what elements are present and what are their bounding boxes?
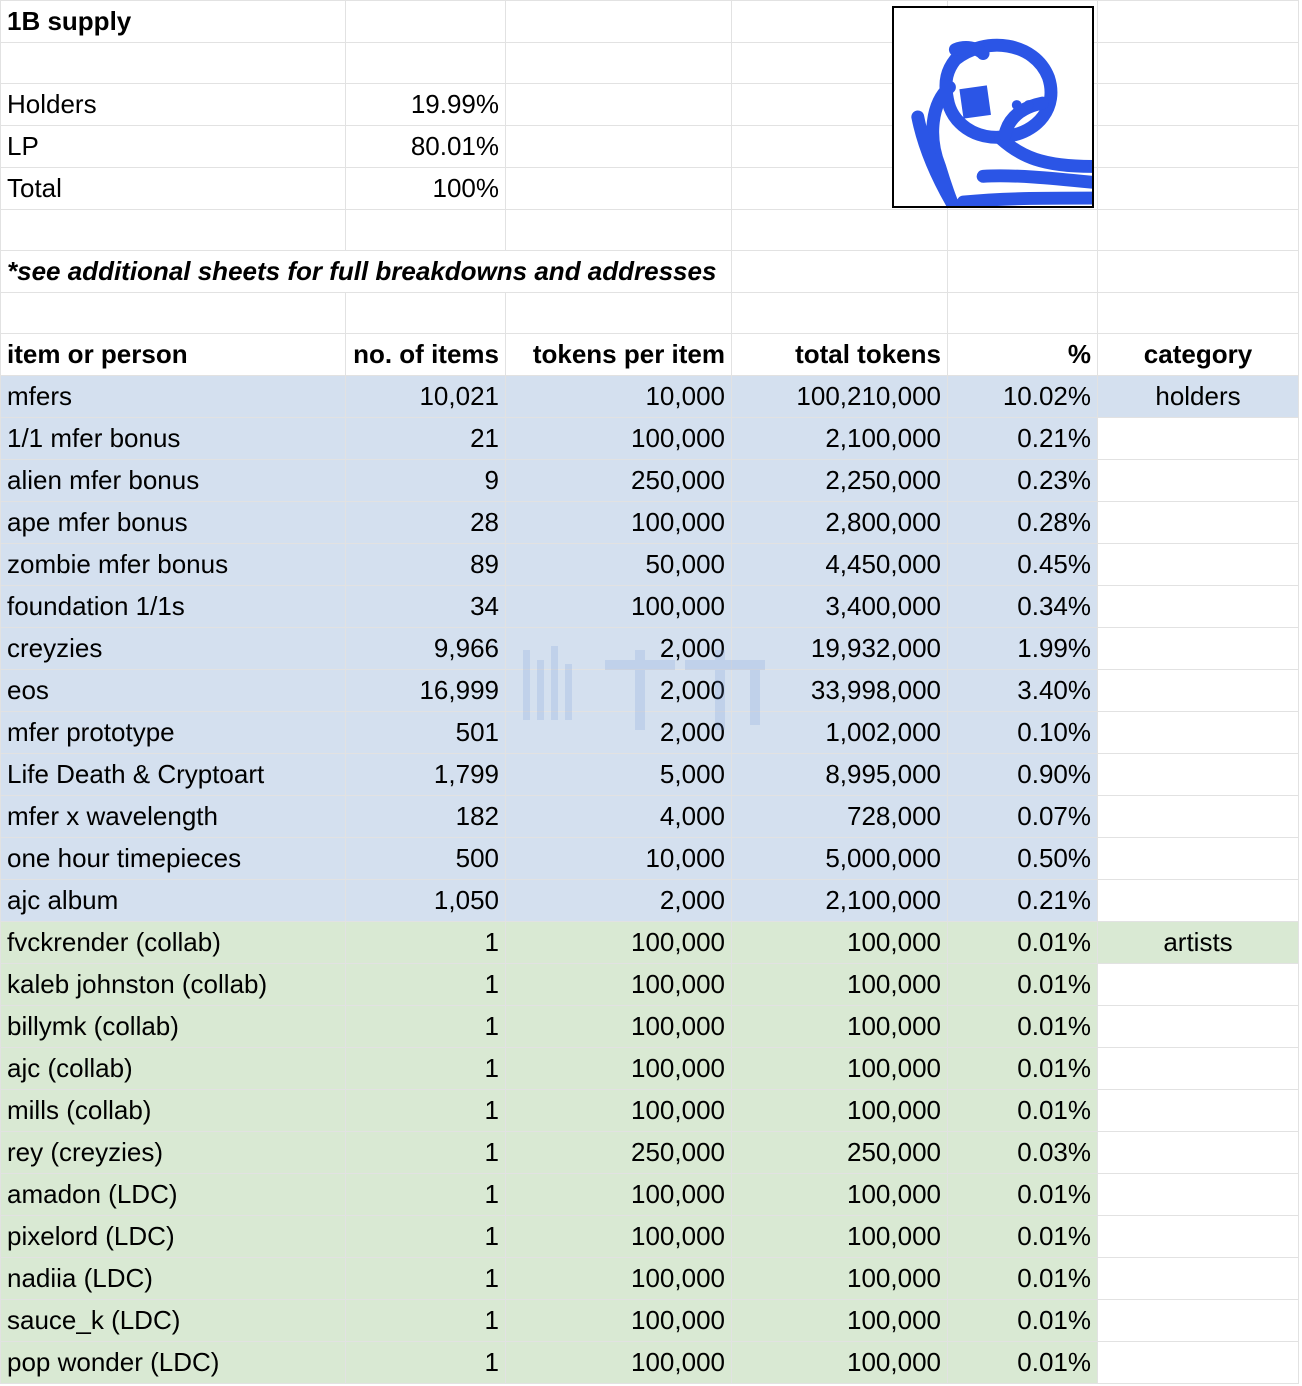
row-total-cell[interactable]: 100,000 xyxy=(732,1300,948,1342)
row-percent-cell[interactable]: 0.01% xyxy=(948,1090,1098,1132)
row-count-cell[interactable]: 501 xyxy=(346,712,506,754)
row-total-cell[interactable]: 100,000 xyxy=(732,1006,948,1048)
row-per-item-cell[interactable]: 100,000 xyxy=(506,1174,732,1216)
row-category-cell[interactable] xyxy=(1098,628,1299,670)
column-header-category[interactable]: category xyxy=(1098,334,1299,376)
row-percent-cell[interactable]: 10.02% xyxy=(948,376,1098,418)
row-total-cell[interactable]: 2,800,000 xyxy=(732,502,948,544)
row-item-cell[interactable]: alien mfer bonus xyxy=(1,460,346,502)
empty-cell[interactable] xyxy=(1098,210,1299,251)
summary-value-holders[interactable]: 19.99% xyxy=(346,84,506,126)
empty-cell[interactable] xyxy=(948,251,1098,293)
table-row xyxy=(1,1300,1299,1342)
row-total-cell[interactable]: 100,000 xyxy=(732,1174,948,1216)
empty-cell[interactable] xyxy=(346,210,506,251)
row-total-cell[interactable]: 2,250,000 xyxy=(732,460,948,502)
row-category-cell[interactable] xyxy=(1098,838,1299,880)
row-percent-cell[interactable]: 0.21% xyxy=(948,880,1098,922)
empty-cell[interactable] xyxy=(346,293,506,334)
row-category-cell[interactable] xyxy=(1098,1300,1299,1342)
row-item-cell[interactable]: ajc (collab) xyxy=(1,1048,346,1090)
row-count-cell[interactable]: 34 xyxy=(346,586,506,628)
table-row xyxy=(1,754,1299,796)
table-row xyxy=(1,586,1299,628)
row-per-item-cell[interactable]: 2,000 xyxy=(506,628,732,670)
row-per-item-cell[interactable]: 100,000 xyxy=(506,1048,732,1090)
sheet-title-cell[interactable]: 1B supply xyxy=(1,1,346,43)
row-percent-cell[interactable]: 0.10% xyxy=(948,712,1098,754)
empty-cell[interactable] xyxy=(1098,168,1299,210)
row-percent-cell[interactable]: 0.23% xyxy=(948,460,1098,502)
row-count-cell[interactable]: 9 xyxy=(346,460,506,502)
row-item-cell[interactable]: pixelord (LDC) xyxy=(1,1216,346,1258)
breakdown-note[interactable]: *see additional sheets for full breakdowns and addresses xyxy=(1,251,732,293)
row-category-cell[interactable] xyxy=(1098,586,1299,628)
row-per-item-cell[interactable]: 250,000 xyxy=(506,1132,732,1174)
empty-cell[interactable] xyxy=(1098,43,1299,84)
row-percent-cell[interactable]: 0.21% xyxy=(948,418,1098,460)
row-percent-cell[interactable]: 1.99% xyxy=(948,628,1098,670)
empty-cell[interactable] xyxy=(506,126,732,168)
row-count-cell[interactable]: 1 xyxy=(346,1342,506,1384)
table-row xyxy=(1,1090,1299,1132)
row-category-cell[interactable] xyxy=(1098,712,1299,754)
row-count-cell[interactable]: 1 xyxy=(346,922,506,964)
row-category-cell[interactable] xyxy=(1098,1090,1299,1132)
row-percent-cell[interactable]: 0.34% xyxy=(948,586,1098,628)
row-count-cell[interactable]: 1 xyxy=(346,1258,506,1300)
row-per-item-cell[interactable]: 50,000 xyxy=(506,544,732,586)
empty-cell[interactable] xyxy=(1,210,346,251)
row-count-cell[interactable]: 16,999 xyxy=(346,670,506,712)
empty-cell[interactable] xyxy=(732,251,948,293)
row-item-cell[interactable]: rey (creyzies) xyxy=(1,1132,346,1174)
row-category-cell[interactable] xyxy=(1098,418,1299,460)
row-count-cell[interactable]: 89 xyxy=(346,544,506,586)
row-count-cell[interactable]: 500 xyxy=(346,838,506,880)
row-per-item-cell[interactable]: 100,000 xyxy=(506,1090,732,1132)
row-category-cell[interactable] xyxy=(1098,880,1299,922)
row-item-cell[interactable]: ajc album xyxy=(1,880,346,922)
row-category-cell[interactable] xyxy=(1098,1048,1299,1090)
row-total-cell[interactable]: 3,400,000 xyxy=(732,586,948,628)
table-row xyxy=(1,964,1299,1006)
mfer-logo-image xyxy=(892,6,1094,208)
summary-label-holders[interactable]: Holders xyxy=(1,84,346,126)
empty-cell[interactable] xyxy=(1098,293,1299,334)
row-category-cell[interactable] xyxy=(1098,544,1299,586)
row-item-cell[interactable]: mills (collab) xyxy=(1,1090,346,1132)
row-total-cell[interactable]: 100,000 xyxy=(732,964,948,1006)
row-count-cell[interactable]: 10,021 xyxy=(346,376,506,418)
row-per-item-cell[interactable]: 100,000 xyxy=(506,1300,732,1342)
row-item-cell[interactable]: foundation 1/1s xyxy=(1,586,346,628)
row-per-item-cell[interactable]: 100,000 xyxy=(506,586,732,628)
table-row xyxy=(1,1258,1299,1300)
table-row xyxy=(1,1216,1299,1258)
table-row xyxy=(1,1342,1299,1384)
row-category-cell[interactable]: artists xyxy=(1098,922,1299,964)
column-header-total[interactable]: total tokens xyxy=(732,334,948,376)
row-category-cell[interactable] xyxy=(1098,754,1299,796)
row-count-cell[interactable]: 1 xyxy=(346,1006,506,1048)
empty-cell[interactable] xyxy=(1098,251,1299,293)
row-percent-cell[interactable]: 0.01% xyxy=(948,1258,1098,1300)
row-category-cell[interactable] xyxy=(1098,1006,1299,1048)
row-percent-cell[interactable]: 0.01% xyxy=(948,1006,1098,1048)
row-item-cell[interactable]: nadiia (LDC) xyxy=(1,1258,346,1300)
row-category-cell[interactable] xyxy=(1098,670,1299,712)
column-header-row xyxy=(1,334,1299,376)
row-total-cell[interactable]: 19,932,000 xyxy=(732,628,948,670)
mfer-stick-figure-logo-icon xyxy=(894,8,1092,206)
row-item-cell[interactable]: zombie mfer bonus xyxy=(1,544,346,586)
row-total-cell[interactable]: 100,000 xyxy=(732,1342,948,1384)
summary-label-lp[interactable]: LP xyxy=(1,126,346,168)
row-category-cell[interactable] xyxy=(1098,502,1299,544)
empty-cell[interactable] xyxy=(1,293,346,334)
row-percent-cell[interactable]: 0.50% xyxy=(948,838,1098,880)
row-count-cell[interactable]: 1,050 xyxy=(346,880,506,922)
table-row xyxy=(1,460,1299,502)
row-total-cell[interactable]: 8,995,000 xyxy=(732,754,948,796)
row-total-cell[interactable]: 33,998,000 xyxy=(732,670,948,712)
row-total-cell[interactable]: 100,000 xyxy=(732,1048,948,1090)
row-per-item-cell[interactable]: 2,000 xyxy=(506,880,732,922)
row-percent-cell[interactable]: 0.07% xyxy=(948,796,1098,838)
row-count-cell[interactable]: 1 xyxy=(346,1300,506,1342)
row-percent-cell[interactable]: 0.90% xyxy=(948,754,1098,796)
row-count-cell[interactable]: 1 xyxy=(346,1090,506,1132)
row-percent-cell[interactable]: 0.03% xyxy=(948,1132,1098,1174)
table-row xyxy=(1,544,1299,586)
table-row xyxy=(1,1174,1299,1216)
row-total-cell[interactable]: 728,000 xyxy=(732,796,948,838)
row-item-cell[interactable]: ape mfer bonus xyxy=(1,502,346,544)
table-row xyxy=(1,502,1299,544)
row-category-cell[interactable] xyxy=(1098,1258,1299,1300)
row-item-cell[interactable]: one hour timepieces xyxy=(1,838,346,880)
summary-value-total[interactable]: 100% xyxy=(346,168,506,210)
row-item-cell[interactable]: mfers xyxy=(1,376,346,418)
row-percent-cell[interactable]: 0.01% xyxy=(948,1300,1098,1342)
table-row xyxy=(1,796,1299,838)
row-per-item-cell[interactable]: 2,000 xyxy=(506,712,732,754)
empty-cell[interactable] xyxy=(506,1,732,43)
empty-cell[interactable] xyxy=(506,168,732,210)
row-count-cell[interactable]: 1 xyxy=(346,964,506,1006)
empty-cell[interactable] xyxy=(1098,84,1299,126)
row-per-item-cell[interactable]: 10,000 xyxy=(506,838,732,880)
empty-cell[interactable] xyxy=(1098,1,1299,43)
row-per-item-cell[interactable]: 100,000 xyxy=(506,964,732,1006)
row-item-cell[interactable]: amadon (LDC) xyxy=(1,1174,346,1216)
row-total-cell[interactable]: 5,000,000 xyxy=(732,838,948,880)
table-row xyxy=(1,880,1299,922)
row-category-cell[interactable] xyxy=(1098,460,1299,502)
row-count-cell[interactable]: 1 xyxy=(346,1048,506,1090)
empty-cell[interactable] xyxy=(1098,126,1299,168)
column-header-item[interactable]: item or person xyxy=(1,334,346,376)
row-total-cell[interactable]: 1,002,000 xyxy=(732,712,948,754)
sheet-body xyxy=(1,1,1299,1384)
table-row xyxy=(1,838,1299,880)
table-row xyxy=(1,418,1299,460)
summary-label-total[interactable]: Total xyxy=(1,168,346,210)
row-total-cell[interactable]: 4,450,000 xyxy=(732,544,948,586)
row-percent-cell[interactable]: 3.40% xyxy=(948,670,1098,712)
row-count-cell[interactable]: 1 xyxy=(346,1132,506,1174)
column-header-per-item[interactable]: tokens per item xyxy=(506,334,732,376)
row-count-cell[interactable]: 21 xyxy=(346,418,506,460)
row-item-cell[interactable]: Life Death & Cryptoart xyxy=(1,754,346,796)
row-category-cell[interactable] xyxy=(1098,1132,1299,1174)
row-item-cell[interactable]: eos xyxy=(1,670,346,712)
row-percent-cell[interactable]: 0.01% xyxy=(948,1174,1098,1216)
empty-cell[interactable] xyxy=(948,293,1098,334)
row-per-item-cell[interactable]: 100,000 xyxy=(506,1216,732,1258)
row-category-cell[interactable]: holders xyxy=(1098,376,1299,418)
row-per-item-cell[interactable]: 10,000 xyxy=(506,376,732,418)
row-item-cell[interactable]: fvckrender (collab) xyxy=(1,922,346,964)
table-row xyxy=(1,376,1299,418)
row-per-item-cell[interactable]: 2,000 xyxy=(506,670,732,712)
row-per-item-cell[interactable]: 4,000 xyxy=(506,796,732,838)
empty-cell[interactable] xyxy=(506,210,732,251)
row-count-cell[interactable]: 182 xyxy=(346,796,506,838)
row-count-cell[interactable]: 1 xyxy=(346,1216,506,1258)
row-category-cell[interactable] xyxy=(1098,1342,1299,1384)
table-row xyxy=(1,922,1299,964)
empty-cell[interactable] xyxy=(732,293,948,334)
row-item-cell[interactable]: billymk (collab) xyxy=(1,1006,346,1048)
row-total-cell[interactable]: 100,000 xyxy=(732,1258,948,1300)
row-total-cell[interactable]: 2,100,000 xyxy=(732,880,948,922)
row-per-item-cell[interactable]: 100,000 xyxy=(506,922,732,964)
row-total-cell[interactable]: 100,210,000 xyxy=(732,376,948,418)
row-percent-cell[interactable]: 0.01% xyxy=(948,964,1098,1006)
row-per-item-cell[interactable]: 250,000 xyxy=(506,460,732,502)
row-percent-cell[interactable]: 0.01% xyxy=(948,1216,1098,1258)
row-category-cell[interactable] xyxy=(1098,1216,1299,1258)
empty-cell[interactable] xyxy=(1,43,346,84)
table-row xyxy=(1,1006,1299,1048)
empty-cell[interactable] xyxy=(346,1,506,43)
empty-cell[interactable] xyxy=(346,43,506,84)
row-item-cell[interactable]: 1/1 mfer bonus xyxy=(1,418,346,460)
row-per-item-cell[interactable]: 5,000 xyxy=(506,754,732,796)
table-row xyxy=(1,628,1299,670)
row-count-cell[interactable]: 1 xyxy=(346,1174,506,1216)
empty-cell[interactable] xyxy=(506,84,732,126)
column-header-count[interactable]: no. of items xyxy=(346,334,506,376)
row-percent-cell[interactable]: 0.45% xyxy=(948,544,1098,586)
empty-cell[interactable] xyxy=(506,293,732,334)
row-item-cell[interactable]: mfer prototype xyxy=(1,712,346,754)
row-category-cell[interactable] xyxy=(1098,796,1299,838)
row-percent-cell[interactable]: 0.01% xyxy=(948,1342,1098,1384)
empty-cell[interactable] xyxy=(732,210,948,251)
row-total-cell[interactable]: 100,000 xyxy=(732,1090,948,1132)
row-total-cell[interactable]: 250,000 xyxy=(732,1132,948,1174)
row-per-item-cell[interactable]: 100,000 xyxy=(506,1258,732,1300)
row-total-cell[interactable]: 100,000 xyxy=(732,1216,948,1258)
empty-cell[interactable] xyxy=(506,43,732,84)
row-count-cell[interactable]: 1,799 xyxy=(346,754,506,796)
table-row xyxy=(1,1048,1299,1090)
row-per-item-cell[interactable]: 100,000 xyxy=(506,1342,732,1384)
empty-cell[interactable] xyxy=(948,210,1098,251)
row-percent-cell[interactable]: 0.01% xyxy=(948,922,1098,964)
table-row xyxy=(1,670,1299,712)
row-per-item-cell[interactable]: 100,000 xyxy=(506,1006,732,1048)
row-category-cell[interactable] xyxy=(1098,964,1299,1006)
table-row xyxy=(1,1132,1299,1174)
row-item-cell[interactable]: pop wonder (LDC) xyxy=(1,1342,346,1384)
row-count-cell[interactable]: 28 xyxy=(346,502,506,544)
summary-value-lp[interactable]: 80.01% xyxy=(346,126,506,168)
row-item-cell[interactable]: mfer x wavelength xyxy=(1,796,346,838)
row-percent-cell[interactable]: 0.01% xyxy=(948,1048,1098,1090)
row-total-cell[interactable]: 100,000 xyxy=(732,922,948,964)
column-header-percent[interactable]: % xyxy=(948,334,1098,376)
row-per-item-cell[interactable]: 100,000 xyxy=(506,502,732,544)
row-count-cell[interactable]: 9,966 xyxy=(346,628,506,670)
row-total-cell[interactable]: 2,100,000 xyxy=(732,418,948,460)
table-row xyxy=(1,712,1299,754)
row-per-item-cell[interactable]: 100,000 xyxy=(506,418,732,460)
row-item-cell[interactable]: sauce_k (LDC) xyxy=(1,1300,346,1342)
row-item-cell[interactable]: creyzies xyxy=(1,628,346,670)
row-category-cell[interactable] xyxy=(1098,1174,1299,1216)
row-item-cell[interactable]: kaleb johnston (collab) xyxy=(1,964,346,1006)
row-percent-cell[interactable]: 0.28% xyxy=(948,502,1098,544)
